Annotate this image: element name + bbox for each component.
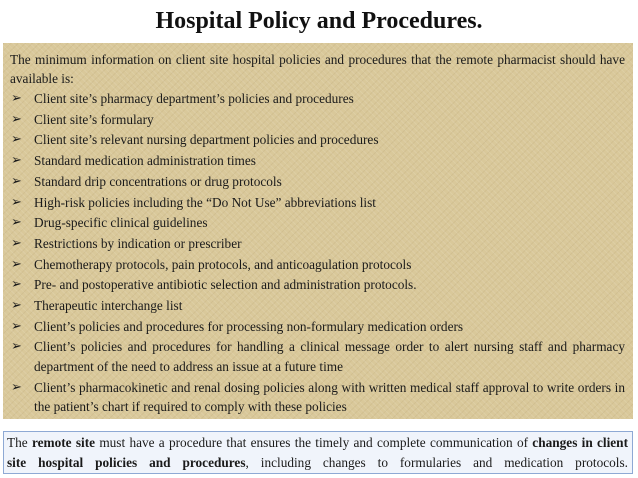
list-item-text: Standard drip concentrations or drug protocols [34, 173, 282, 189]
note-text-3: , including changes to formularies and medication protocols. [245, 454, 628, 470]
arrow-bullet-icon: ➢ [11, 339, 22, 355]
page-title: Hospital Policy and Procedures. [155, 8, 483, 34]
arrow-bullet-icon: ➢ [11, 379, 22, 395]
arrow-bullet-icon: ➢ [11, 153, 22, 169]
arrow-bullet-icon: ➢ [11, 277, 22, 293]
remote-site-note [3, 431, 633, 474]
list-item [10, 151, 625, 170]
arrow-bullet-icon: ➢ [11, 256, 22, 272]
list-item-text: Client site’s formulary [34, 111, 154, 127]
list-item-text: Client site’s pharmacy department’s policies and procedures [34, 91, 354, 106]
list-item [10, 378, 625, 417]
arrow-bullet-icon: ➢ [11, 173, 22, 189]
note-bold-remote-site: remote site [31, 435, 96, 450]
arrow-bullet-icon: ➢ [11, 235, 22, 251]
list-item [10, 110, 625, 129]
arrow-bullet-icon: ➢ [11, 215, 22, 231]
arrow-bullet-icon: ➢ [11, 91, 22, 106]
list-item-text: Client’s policies and procedures for handling a clinical message order to alert nursing staff and pharmacy department of the need to address an issue at a future time [34, 339, 625, 374]
arrow-bullet-icon: ➢ [11, 298, 22, 314]
list-item-text: Client’s pharmacokinetic and renal dosing policies along with written medical staff approval to write orders in the patient’s chart if required to comply with these policies [34, 379, 625, 414]
list-item-text: Restrictions by indication or prescriber [34, 235, 242, 251]
intro-text: The minimum information on client site hospital policies and procedures that the remote pharmacist should have available is: [10, 52, 625, 86]
arrow-bullet-icon: ➢ [11, 132, 22, 148]
list-item [10, 255, 625, 274]
arrow-bullet-icon: ➢ [11, 111, 22, 127]
list-item [10, 130, 625, 149]
list-item-text: Client’s policies and procedures for processing non-formulary medication orders [34, 318, 464, 334]
list-item [10, 337, 625, 376]
arrow-bullet-icon: ➢ [11, 194, 22, 210]
list-item-text: Pre- and postoperative antibiotic selection and administration protocols. [34, 277, 417, 293]
note-text-2: must have a procedure that ensures the timely and complete communication of [95, 435, 533, 450]
list-item-text: Standard medication administration times [34, 153, 256, 169]
list-item [10, 275, 625, 294]
note-bold-changes: changes in client site hospital policies and procedures [7, 435, 628, 470]
list-item [10, 234, 625, 253]
arrow-bullet-icon: ➢ [11, 318, 22, 334]
policy-content-box [3, 43, 633, 419]
list-item-text: Chemotherapy protocols, pain protocols, and anticoagulation protocols [34, 256, 412, 272]
list-item-text: Client site’s relevant nursing department policies and procedures [34, 132, 379, 148]
policy-list [10, 89, 625, 416]
list-item [10, 193, 625, 212]
list-item [10, 213, 625, 232]
note-text-1: The [7, 435, 32, 450]
list-item [10, 89, 625, 108]
list-item-text: Drug-specific clinical guidelines [34, 215, 208, 231]
list-item [10, 172, 625, 191]
list-item-text: High-risk policies including the “Do Not Use” abbreviations list [34, 194, 376, 210]
list-item-text: Therapeutic interchange list [34, 298, 183, 314]
list-item [10, 317, 625, 336]
list-item [10, 296, 625, 315]
